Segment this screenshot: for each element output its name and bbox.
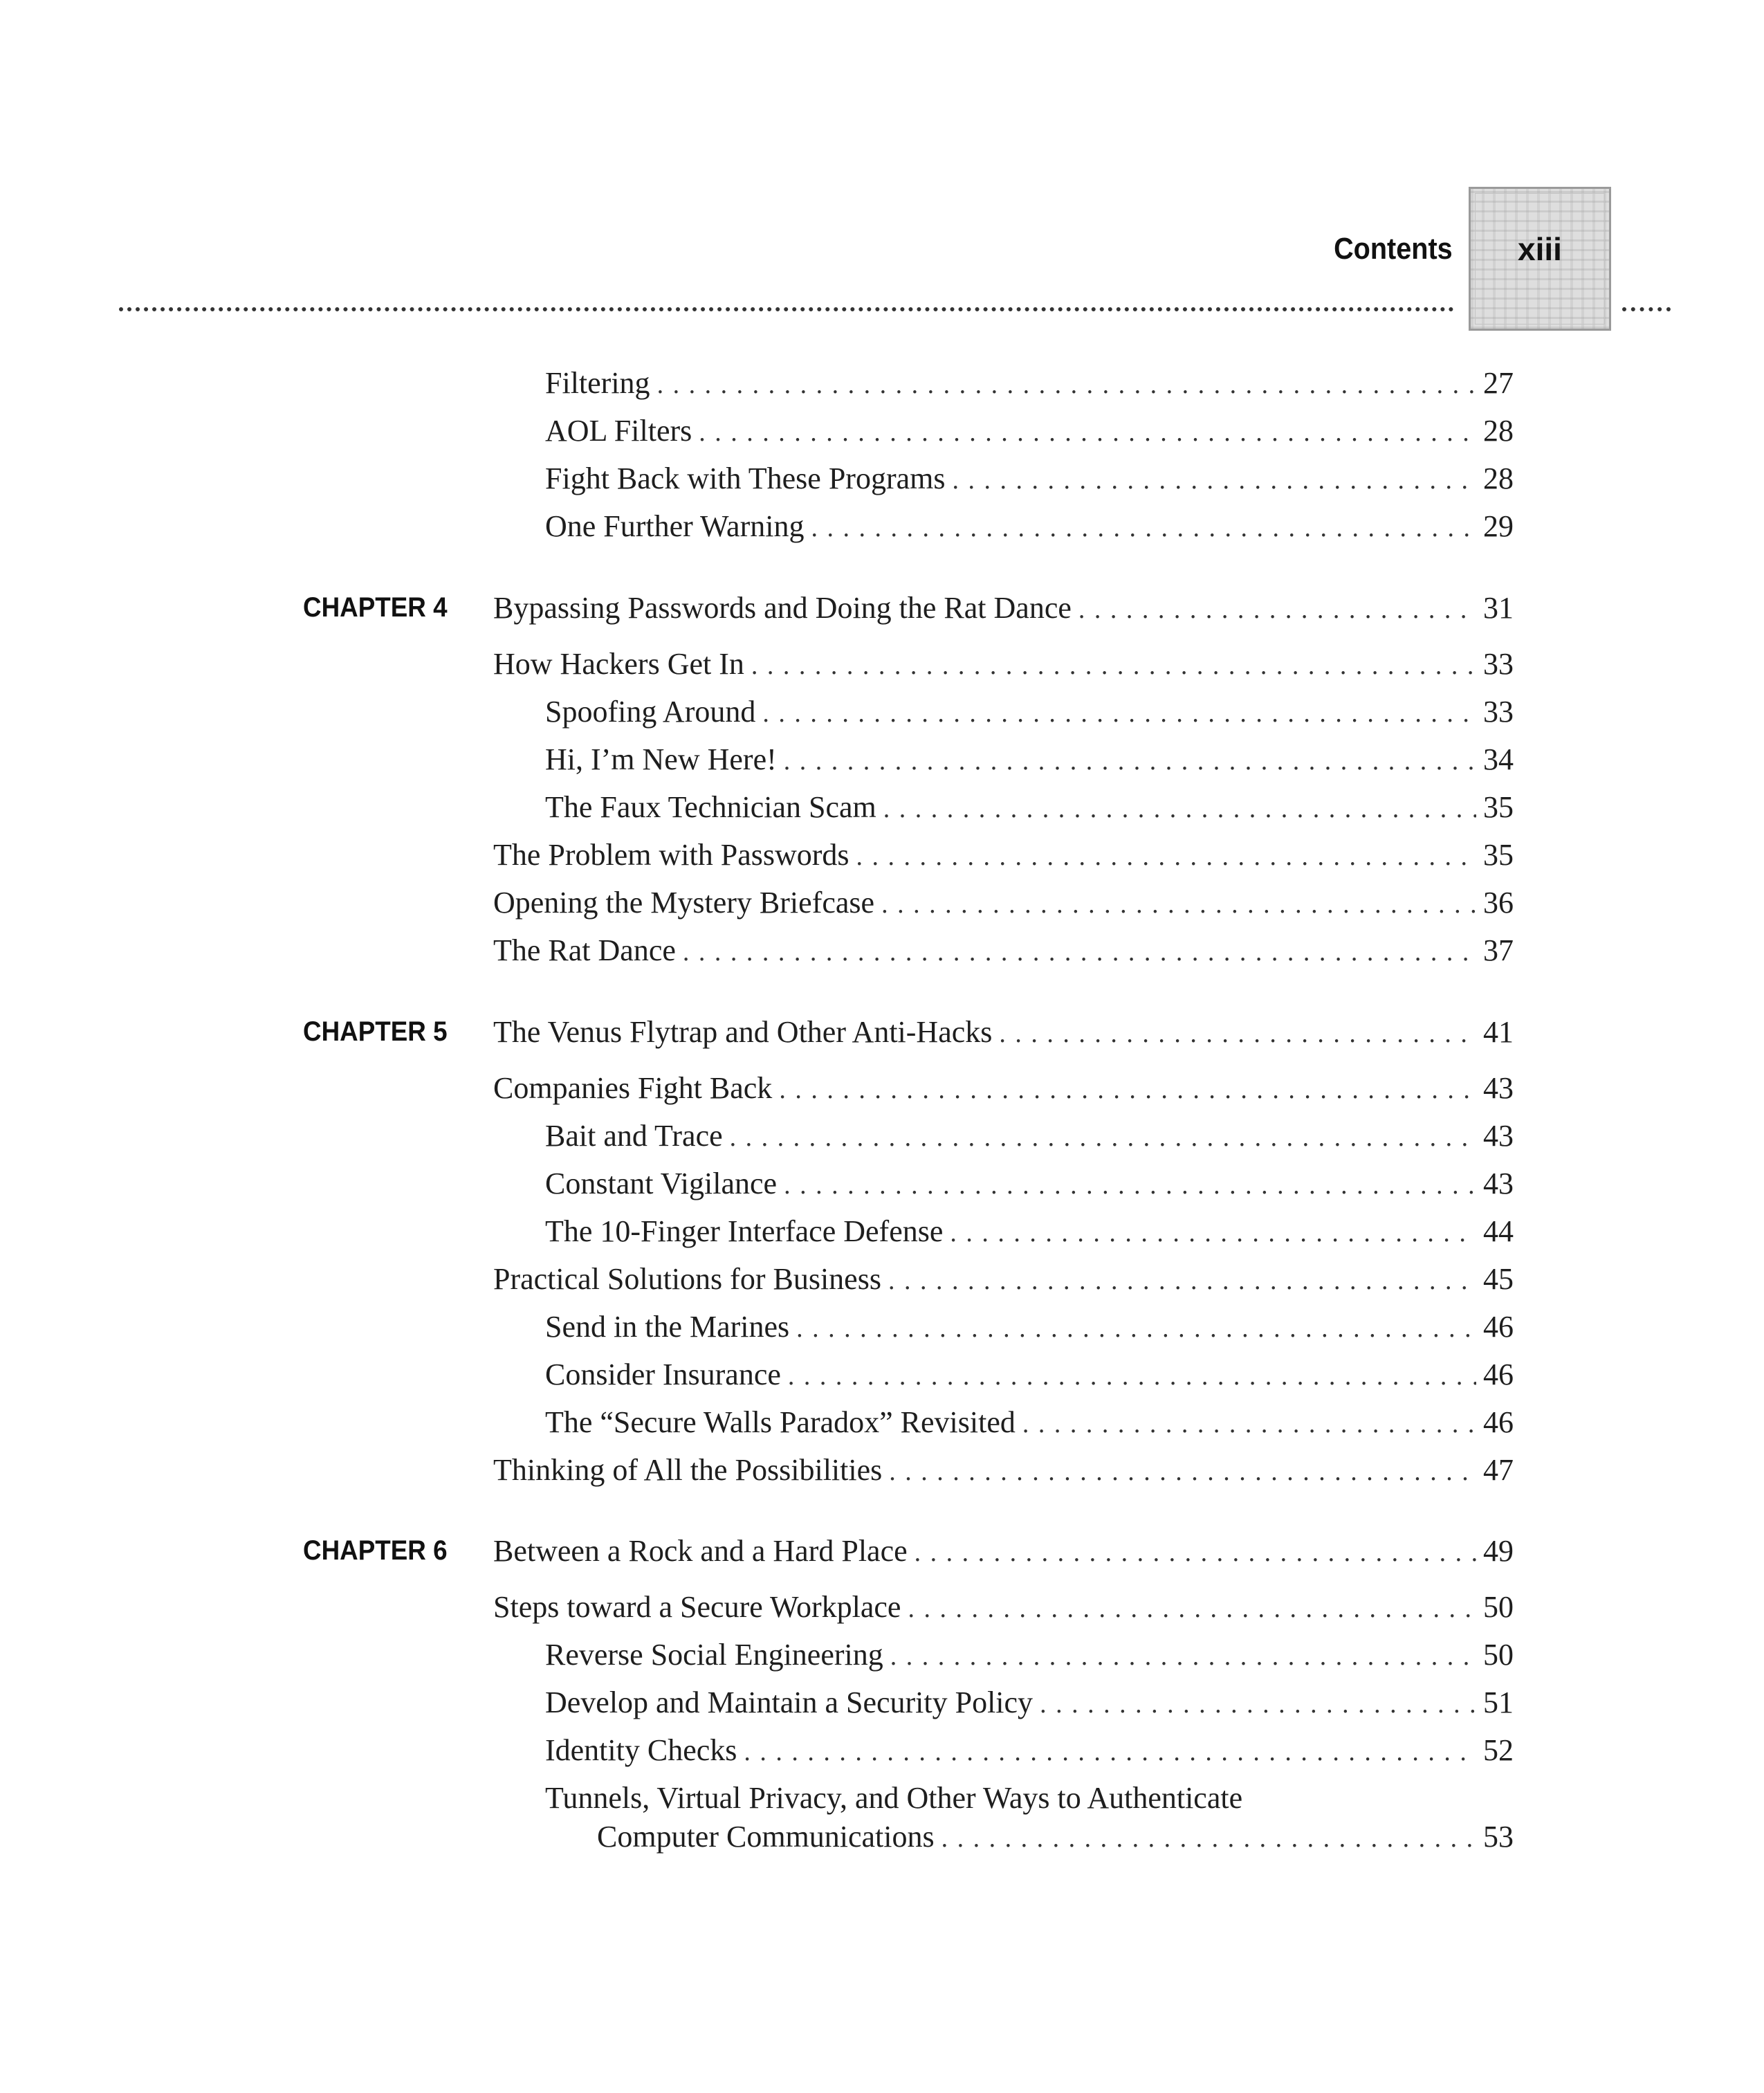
toc-entry-title-line2: Computer Communications <box>597 1820 935 1854</box>
toc-entry[interactable] <box>545 1309 1514 1351</box>
dot-leader <box>784 746 1476 776</box>
toc-entry-page: 45 <box>1483 1262 1514 1296</box>
dot-leader <box>1022 1409 1476 1439</box>
dot-leader <box>744 1737 1476 1767</box>
toc-chapter-entry[interactable] <box>493 1014 1514 1056</box>
toc-entry-page: 37 <box>1483 933 1514 967</box>
toc-entry-title: The Venus Flytrap and Other Anti-Hacks <box>493 1015 993 1049</box>
toc-entry-title: Consider Insurance <box>545 1358 781 1391</box>
toc-entry[interactable] <box>545 1685 1514 1726</box>
toc-entry-page: 27 <box>1483 366 1514 400</box>
toc-entry-page: 43 <box>1483 1071 1514 1105</box>
toc-entry-title: Constant Vigilance <box>545 1167 778 1200</box>
toc-entry-title: Bypassing Passwords and Doing the Rat Dance <box>493 591 1072 625</box>
chapter-label: CHAPTER 5 <box>303 1016 448 1047</box>
chapter-label: CHAPTER 4 <box>303 592 448 623</box>
toc-entry-title: Steps toward a Secure Workplace <box>493 1590 901 1624</box>
toc-entry-page: 28 <box>1483 414 1514 448</box>
toc-entry-page: 46 <box>1483 1310 1514 1344</box>
dot-leader <box>730 1122 1476 1153</box>
toc-entry-page: 50 <box>1483 1638 1514 1672</box>
toc-entry-title: Bait and Trace <box>545 1119 723 1153</box>
page-number-box <box>1469 187 1611 331</box>
toc-entry[interactable] <box>493 1070 1514 1112</box>
toc-entry-title: Hi, I’m New Here! <box>545 742 777 776</box>
toc-entry-title: Filtering <box>545 366 650 400</box>
toc-entry-title: The “Secure Walls Paradox” Revisited <box>545 1405 1016 1439</box>
toc-entry-title: Fight Back with These Programs <box>545 461 946 495</box>
dot-leader <box>796 1313 1476 1344</box>
toc-entry-page: 43 <box>1483 1119 1514 1153</box>
toc-entry-title-line1[interactable]: Tunnels, Virtual Privacy, and Other Ways to Authenticate <box>545 1781 1243 1815</box>
running-header-title: Contents <box>1334 232 1453 266</box>
header-dotted-rule <box>119 307 1454 311</box>
toc-entry-title: Companies Fight Back <box>493 1071 773 1105</box>
dot-leader <box>915 1537 1476 1568</box>
toc-entry-page: 34 <box>1483 742 1514 776</box>
toc-entry[interactable] <box>545 509 1514 550</box>
toc-entry[interactable] <box>493 933 1514 974</box>
dot-leader <box>811 513 1476 543</box>
dot-leader <box>699 417 1476 448</box>
toc-entry-title: Opening the Mystery Briefcase <box>493 886 875 920</box>
toc-entry-title: The 10-Finger Interface Defense <box>545 1214 944 1248</box>
dot-leader <box>1078 594 1476 625</box>
dot-leader <box>788 1361 1476 1391</box>
toc-entry-page: 53 <box>1483 1820 1514 1854</box>
toc-entry-page: 29 <box>1483 509 1514 543</box>
dot-leader <box>762 698 1476 729</box>
toc-entry-title: Develop and Maintain a Security Policy <box>545 1685 1033 1719</box>
toc-entry-page: 41 <box>1483 1015 1514 1049</box>
toc-entry[interactable] <box>545 461 1514 502</box>
toc-entry-title: Between a Rock and a Hard Place <box>493 1534 908 1568</box>
toc-entry-page: 47 <box>1483 1453 1514 1487</box>
toc-entry[interactable] <box>545 1118 1514 1160</box>
toc-entry-page: 44 <box>1483 1214 1514 1248</box>
toc-entry-page: 28 <box>1483 461 1514 495</box>
toc-entry-page: 33 <box>1483 647 1514 681</box>
toc-entry-page: 36 <box>1483 886 1514 920</box>
toc-entry[interactable] <box>493 1261 1514 1303</box>
dot-leader <box>941 1823 1476 1854</box>
toc-entry-page: 46 <box>1483 1405 1514 1439</box>
toc-entry[interactable] <box>545 742 1514 783</box>
toc-entry-page: 52 <box>1483 1733 1514 1767</box>
dot-leader <box>952 465 1476 495</box>
toc-entry-page: 31 <box>1483 591 1514 625</box>
dot-leader <box>779 1075 1476 1105</box>
toc-entry-title: Identity Checks <box>545 1733 737 1767</box>
toc-entry-title: One Further Warning <box>545 509 805 543</box>
toc-chapter-entry[interactable] <box>493 1533 1514 1575</box>
toc-entry-title: The Faux Technician Scam <box>545 790 876 824</box>
toc-entry-page: 49 <box>1483 1534 1514 1568</box>
toc-entry-page: 51 <box>1483 1685 1514 1719</box>
dot-leader <box>890 1641 1476 1672</box>
toc-entry-title: How Hackers Get In <box>493 647 744 681</box>
dot-leader <box>683 937 1476 967</box>
toc-entry[interactable] <box>545 694 1514 735</box>
dot-leader <box>908 1593 1476 1624</box>
toc-chapter-entry[interactable] <box>493 590 1514 632</box>
dot-leader <box>999 1018 1476 1049</box>
toc-entry[interactable] <box>493 646 1514 688</box>
toc-entry-title: The Rat Dance <box>493 933 676 967</box>
toc-entry-title: The Problem with Passwords <box>493 838 849 872</box>
toc-entry-page: 46 <box>1483 1358 1514 1391</box>
toc-entry[interactable] <box>493 885 1514 926</box>
toc-entry[interactable] <box>493 1589 1514 1631</box>
toc-entry-page: 43 <box>1483 1167 1514 1200</box>
dot-leader <box>856 841 1476 872</box>
toc-entry[interactable] <box>493 837 1514 879</box>
page-number: xiii <box>1518 231 1562 267</box>
chapter-label: CHAPTER 6 <box>303 1535 448 1566</box>
dot-leader <box>751 650 1476 681</box>
toc-entry-title: Spoofing Around <box>545 695 756 729</box>
toc-entry-title: Practical Solutions for Business <box>493 1262 881 1296</box>
toc-entry[interactable] <box>545 1733 1514 1774</box>
toc-entry[interactable] <box>545 1405 1514 1446</box>
toc-entry-title: Reverse Social Engineering <box>545 1638 883 1672</box>
toc-entry[interactable] <box>545 1166 1514 1207</box>
dot-leader <box>1040 1689 1476 1719</box>
toc-entry[interactable] <box>545 1357 1514 1398</box>
toc-entry[interactable] <box>597 1819 1514 1861</box>
toc-entry[interactable] <box>545 1637 1514 1679</box>
dot-leader <box>883 794 1476 824</box>
toc-entry[interactable] <box>493 1452 1514 1494</box>
toc-entry-title: Send in the Marines <box>545 1310 790 1344</box>
toc-entry[interactable] <box>545 1214 1514 1255</box>
dot-leader <box>881 889 1476 920</box>
toc-entry-page: 50 <box>1483 1590 1514 1624</box>
toc-entry-title: Thinking of All the Possibilities <box>493 1453 883 1487</box>
header-dotted-rule-right <box>1622 307 1671 311</box>
toc-entry[interactable] <box>545 413 1514 455</box>
toc-entry-page: 35 <box>1483 838 1514 872</box>
dot-leader <box>889 1456 1476 1487</box>
toc-entry-title: AOL Filters <box>545 414 692 448</box>
toc-entry[interactable] <box>545 789 1514 831</box>
dot-leader <box>657 369 1476 400</box>
dot-leader <box>784 1170 1476 1200</box>
toc-entry[interactable] <box>545 365 1514 407</box>
toc-entry-page: 33 <box>1483 695 1514 729</box>
toc-entry-page: 35 <box>1483 790 1514 824</box>
dot-leader <box>888 1265 1476 1296</box>
dot-leader <box>950 1218 1476 1248</box>
